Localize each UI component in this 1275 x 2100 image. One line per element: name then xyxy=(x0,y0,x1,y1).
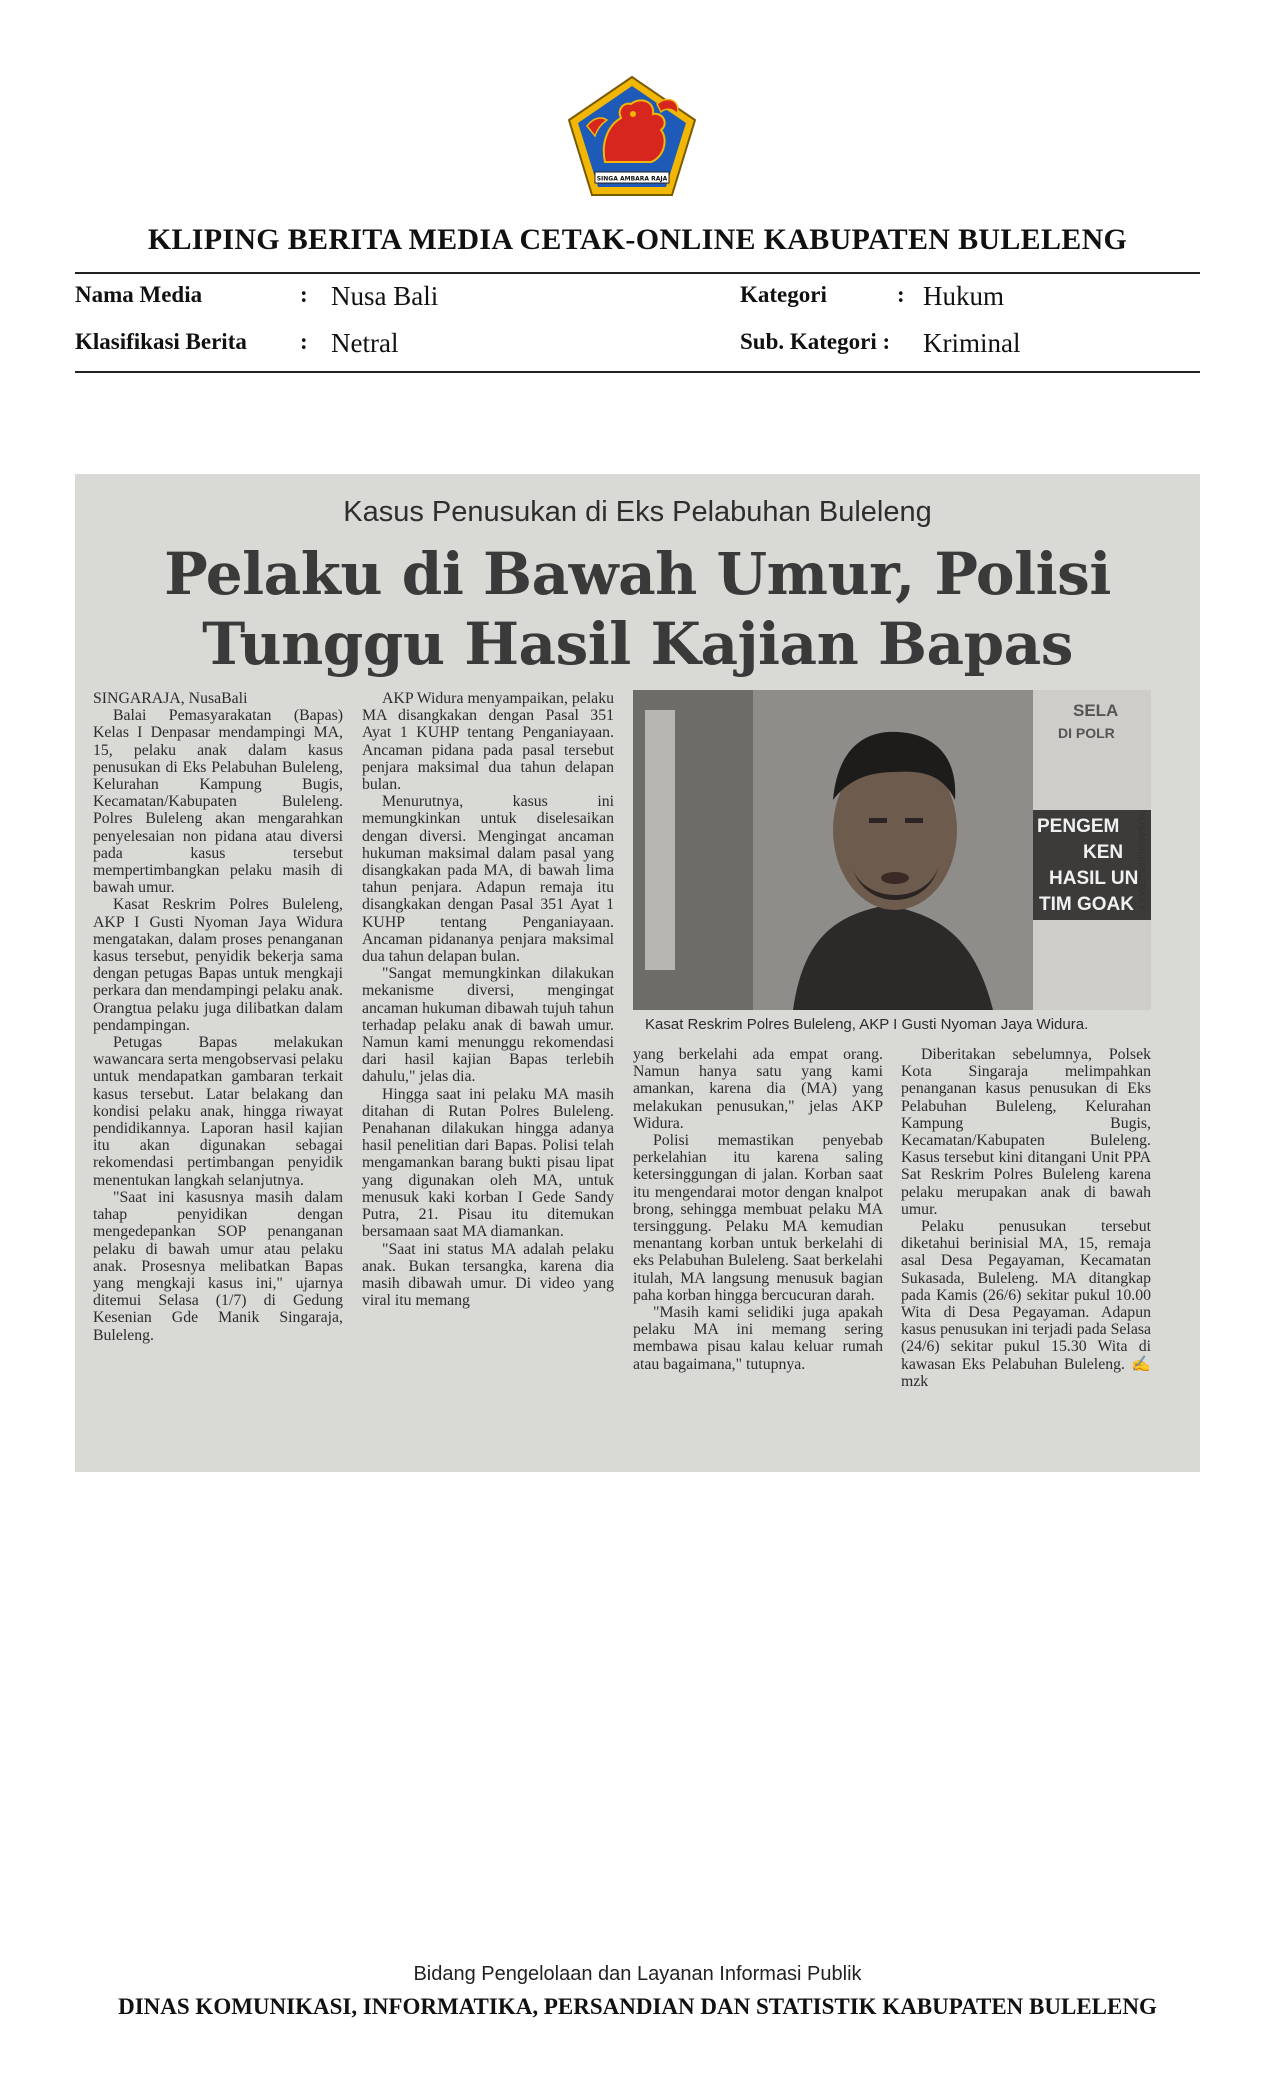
header-rule-bottom xyxy=(75,371,1200,373)
article-kicker: Kasus Penusukan di Eks Pelabuhan Buleleng xyxy=(343,496,932,528)
footer-department: Bidang Pengelolaan dan Layanan Informasi Publik xyxy=(413,1963,862,1985)
article-paragraph: "Sangat memungkinkan dilakukan mekanisme diversi, mengingat ancaman hukuman dibawah tujuh tahun terhadap pelaku anak di bawah umur. Namun kami menunggu rekomendasi dari hasil kajian Bapas terlebih dahulu," jelas dia. xyxy=(362,965,614,1086)
article-paragraph: Hingga saat ini pelaku MA masih ditahan di Rutan Polres Buleleng. Penahanan dilakukan hingga adanya hasil penelitian dari Bapas. Polisi telah mengamankan barang bukti pisau lipat yang digunakan oleh MA, untuk menusuk kaki korban I Gede Sandy Putra, 21. Pisau itu ditemukan bersamaan saat MA diamankan. xyxy=(362,1085,614,1241)
photo-credit: NUSABALI/MUZAKKY xyxy=(1136,810,1147,911)
news-clipping xyxy=(75,474,1200,1472)
photo-caption: Kasat Reskrim Polres Buleleng, AKP I Gusti Nyoman Jaya Widura. xyxy=(645,1016,1089,1033)
article-paragraph: Balai Pemasyarakatan (Bapas) Kelas I Denpasar mendampingi MA, 15, pelaku anak dalam kasus penusukan di Eks Pelabuhan Buleleng, Kelurahan Kampung Bugis, Kecamatan/Kabupaten Buleleng. Polres Buleleng akan mengarahkan penyelesaian non pidana atau diversi pada kasus tersebut mempertimbangkan pelaku masih di bawah umur. xyxy=(93,707,343,897)
article-paragraph: "Masih kami selidiki juga apakah pelaku MA ini memang sering membawa pisau kalau keluar rumah atau bagaimana," tutupnya. xyxy=(633,1304,883,1373)
kabupaten-buleleng-logo xyxy=(565,74,699,198)
article-column-4 xyxy=(901,1046,1151,1390)
media-label: Nama Media xyxy=(75,282,203,307)
article-paragraph: Pelaku penusukan tersebut diketahui berinisial MA, 15, remaja asal Desa Pegayaman, Kecamatan Sukasada, Buleleng. MA ditangkap pada Kamis (26/6) sekitar pukul 10.00 Wita di Desa Pegayaman. Adapun kasus penusukan ini terjadi pada Selasa (24/6) sekitar pukul 15.30 Wita di kawasan Eks Pelabuhan Buleleng. ✍ mzk xyxy=(901,1218,1151,1390)
photo-poster-text-1: PENGEM xyxy=(1037,816,1120,837)
article-paragraph: yang berkelahi ada empat orang. Namun hanya satu yang kami amankan, karena dia (MA) yang melakukan penusukan," jelas AKP Widura. xyxy=(633,1046,883,1132)
media-colon: : xyxy=(300,282,308,307)
article-paragraph: AKP Widura menyampaikan, pelaku MA disangkakan dengan Pasal 351 Ayat 1 KUHP tentang Penganiayaan. Ancaman pidana pada pasal tersebut penjara maksimal dua tahun delapan bulan. xyxy=(362,690,614,794)
photo-poster-text-4: TIM GOAK xyxy=(1039,894,1134,915)
header-rule-top xyxy=(75,272,1200,274)
classification-colon: : xyxy=(300,329,308,354)
classification-label: Klasifikasi Berita xyxy=(75,329,247,354)
page-title: KLIPING BERITA MEDIA CETAK-ONLINE KABUPATEN BULELENG xyxy=(147,223,1128,256)
photo-banner-text-2: DI POLR xyxy=(1058,725,1115,741)
photo-banner-text-1: SELA xyxy=(1073,701,1119,720)
article-paragraph: Polisi memastikan penyebab perkelahian itu karena saling ketersinggungan di jalan. Korban saat itu mengendarai motor dengan knalpot brong, sehingga membuat pelaku MA tersinggung. Pelaku MA kemudian menantang korban untuk berkelahi di eks Pelabuhan Buleleng. Saat berkelahi itulah, MA langsung menusuk bagian paha korban hingga bercucuran darah. xyxy=(633,1132,883,1304)
photo-poster-text-3: HASIL UN xyxy=(1049,868,1139,889)
media-value: Nusa Bali xyxy=(331,281,439,311)
category-label: Kategori xyxy=(740,282,827,307)
article-paragraph: "Saat ini kasusnya masih dalam tahap penyidikan dengan mengedepankan SOP penanganan pelaku di bawah umur atau pelaku anak. Prosesnya melibatkan Bapas yang mengkaji kasus ini," ujarnya ditemui Selasa (1/7) di Gedung Kesenian Gde Manik Singaraja, Buleleng. xyxy=(93,1188,343,1344)
article-headline-line2: Tunggu Hasil Kajian Bapas xyxy=(202,610,1073,678)
photo-illustration xyxy=(633,690,1151,1010)
article-headline-line1: Pelaku di Bawah Umur, Polisi xyxy=(164,540,1111,608)
svg-text:SINGA AMBARA RAJA: SINGA AMBARA RAJA xyxy=(596,175,668,183)
classification-value: Netral xyxy=(331,328,399,358)
article-paragraph: Petugas Bapas melakukan wawancara serta mengobservasi pelaku untuk mendapatkan gambaran terkait kasus tersebut. Latar belakang dan kondisi pelaku anak, hingga riwayat pendidikannya. Laporan hasil kajian itu akan digunakan sebagai rekomendasi pertimbangan penyidik menentukan langkah selanjutnya. xyxy=(93,1034,343,1189)
category-colon: : xyxy=(897,282,905,307)
article-dateline: SINGARAJA, NusaBali xyxy=(93,690,248,707)
article-paragraph: Kasat Reskrim Polres Buleleng, AKP I Gusti Nyoman Jaya Widura mengatakan, dalam proses penanganan kasus tersebut, penyidik bekerja sama dengan petugas Bapas untuk mengkaji perkara dan mendampingi pelaku anak. Orangtua pelaku juga dilibatkan dalam pendampingan. xyxy=(93,896,343,1034)
article-column-2 xyxy=(362,690,614,1309)
subcategory-label: Sub. Kategori : xyxy=(740,329,891,354)
category-value: Hukum xyxy=(923,281,1004,311)
article-paragraph: "Saat ini status MA adalah pelaku anak. Bukan tersangka, karena dia masih dibawah umur. Di video yang viral itu memang xyxy=(362,1240,614,1310)
article-paragraph: Diberitakan sebelumnya, Polsek Kota Singaraja melimpahkan penanganan kasus penusukan di Eks Pelabuhan Buleleng, Kelurahan Kampung Bugis, Kecamatan/Kabupaten Buleleng. Kasus tersebut kini ditangani Unit PPA Sat Reskrim Polres Buleleng karena pelaku merupakan anak di bawah umur. xyxy=(901,1046,1151,1218)
article-column-3 xyxy=(633,1046,883,1373)
article-photo xyxy=(633,690,1151,1010)
footer-agency: DINAS KOMUNIKASI, INFORMATIKA, PERSANDIAN DAN STATISTIK KABUPATEN BULELENG xyxy=(118,1994,1157,2019)
subcategory-value: Kriminal xyxy=(923,328,1021,358)
article-paragraph: Menurutnya, kasus ini memungkinkan untuk diselesaikan dengan diversi. Mengingat ancaman hukuman maksimal dalam pasal yang disangkakan pada MA, di bawah lima tahun penjara. Adapun remaja itu disangkakan dengan Pasal 351 Ayat 1 KUHP tentang Penganiayaan. Ancaman pidananya penjara maksimal dua tahun delapan bulan. xyxy=(362,793,614,966)
photo-poster-text-2: KEN xyxy=(1083,842,1124,863)
article-column-1 xyxy=(93,690,343,1344)
